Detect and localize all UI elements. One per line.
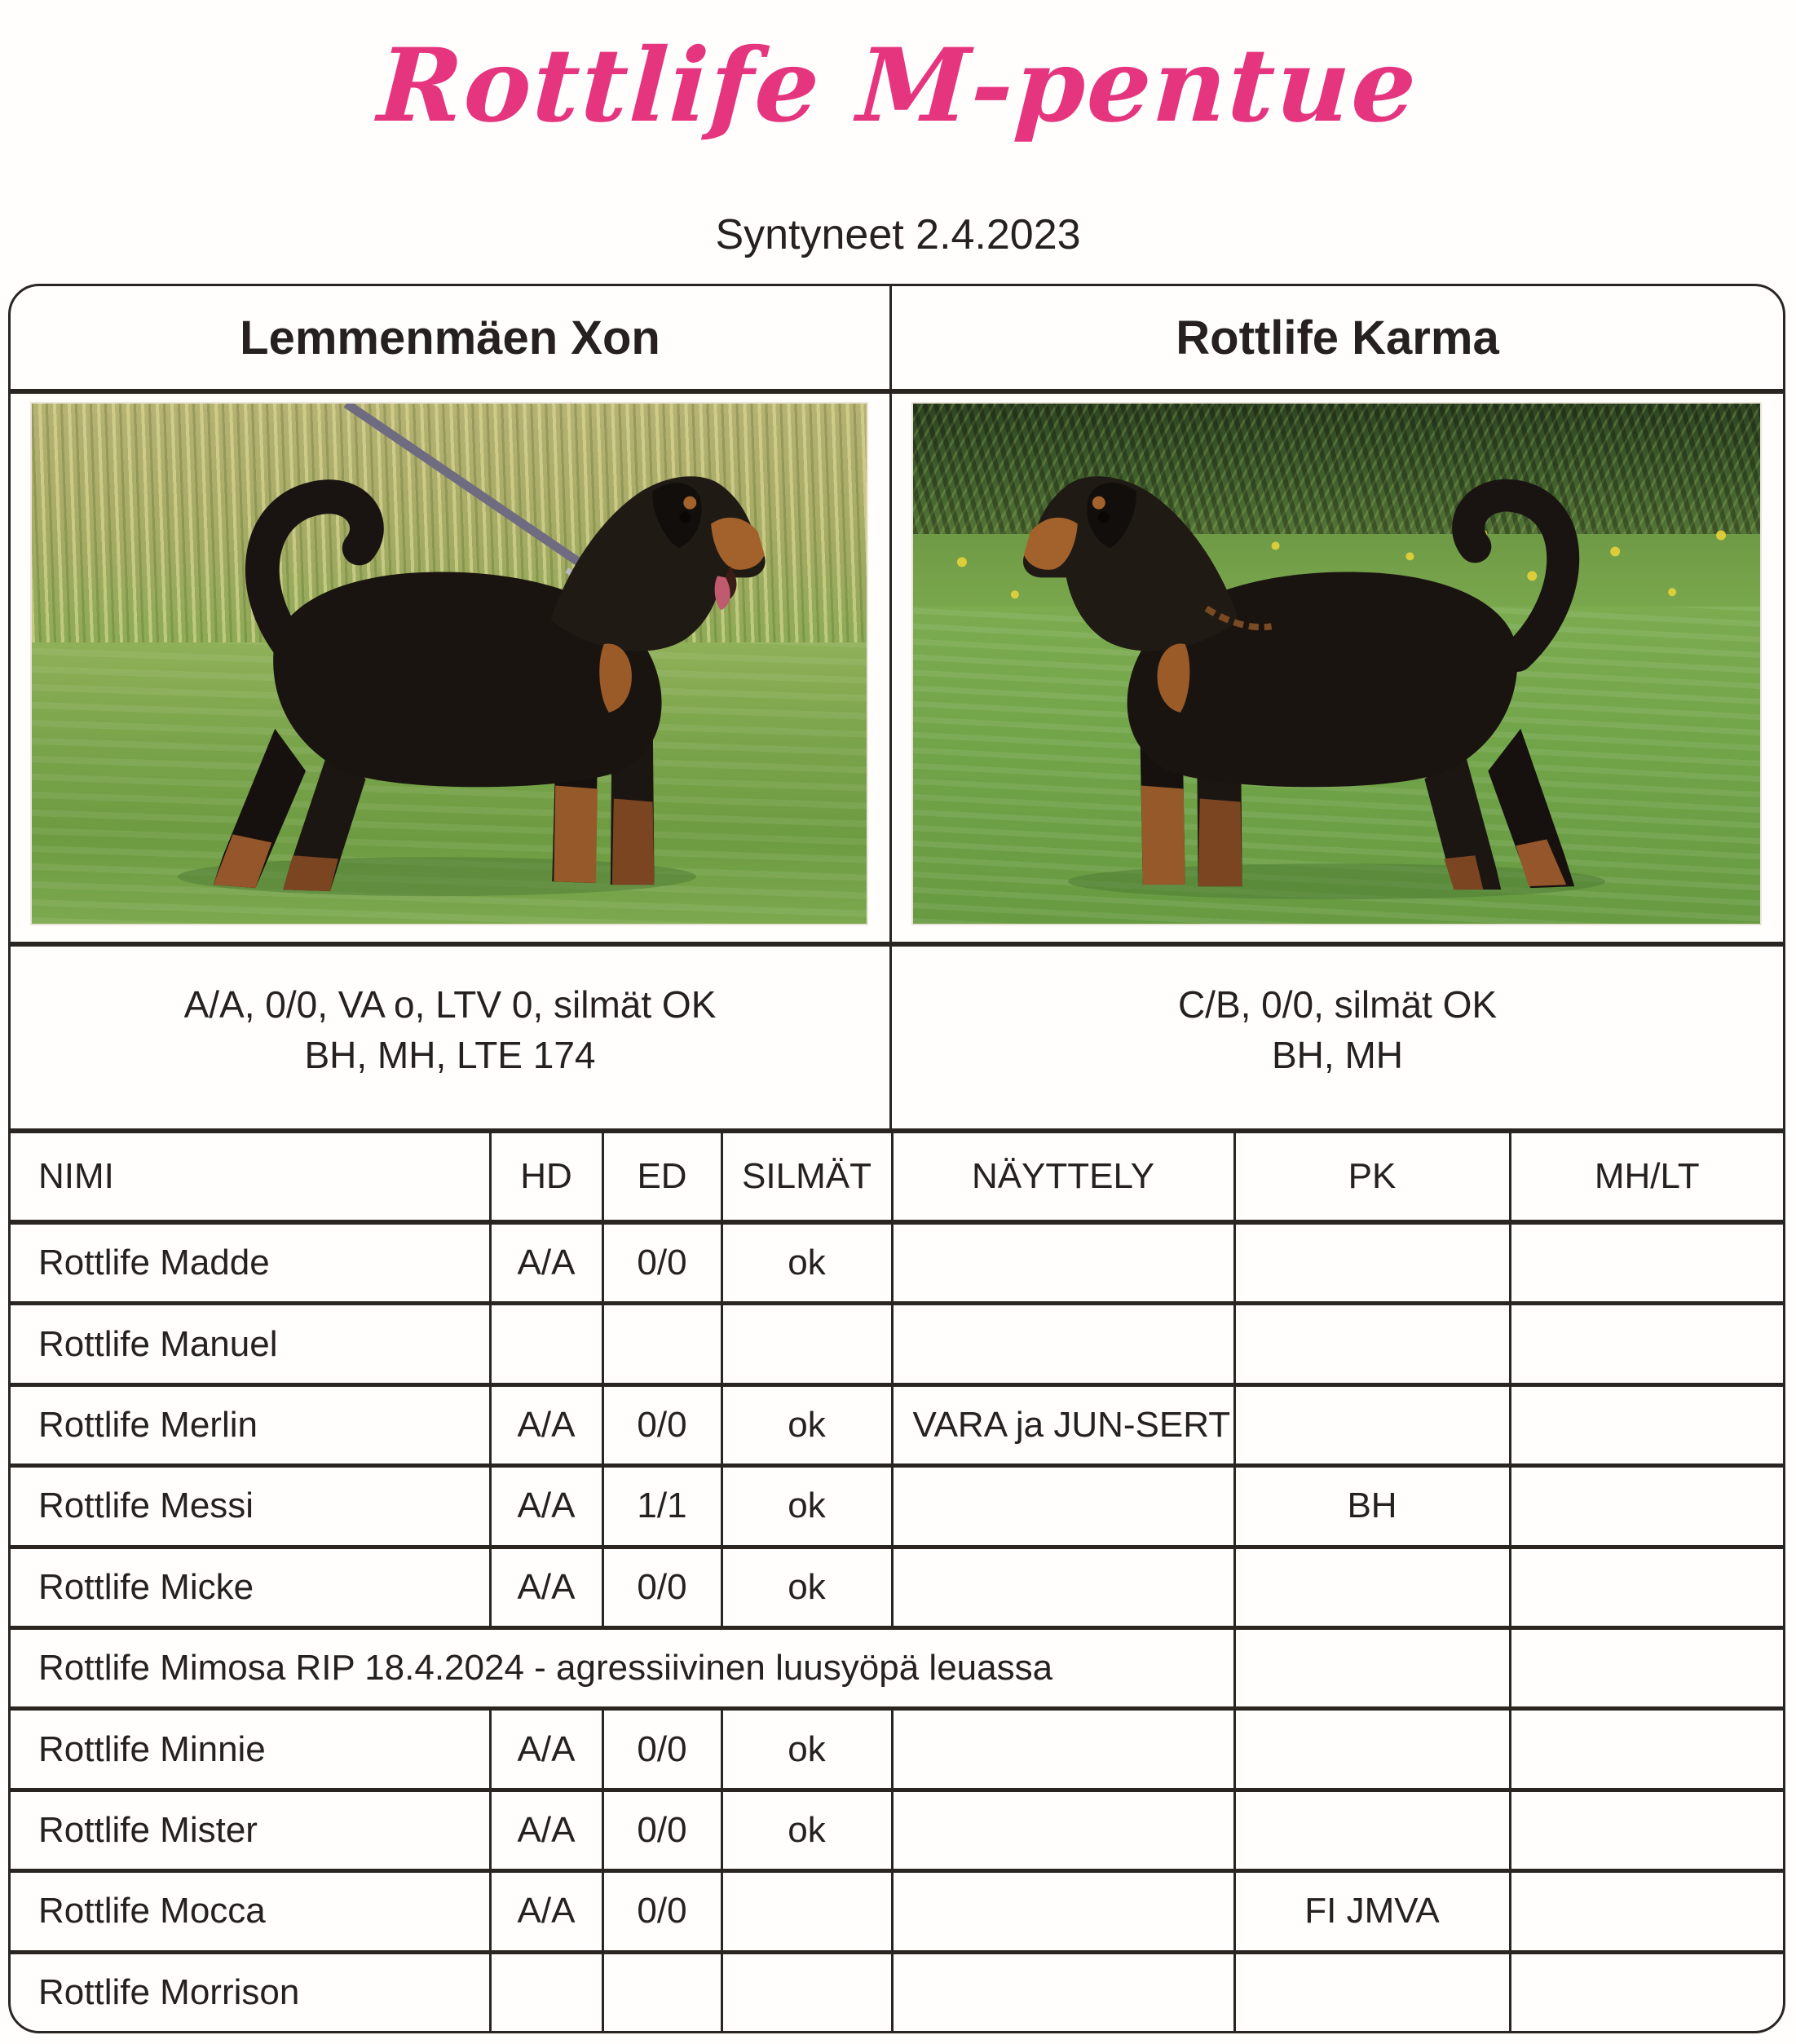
table-row-memorial <box>11 1627 1783 1708</box>
table-header-row <box>11 1133 1783 1222</box>
pk-value <box>1234 1384 1510 1465</box>
ed-value: 1/1 <box>602 1466 721 1547</box>
mhlt-value <box>1510 1952 1783 2031</box>
silmat-value <box>721 1871 892 1952</box>
nayttely-value <box>892 1547 1234 1627</box>
sire-name: Lemmenmäen Xon <box>11 286 892 389</box>
pk-value <box>1234 1709 1510 1790</box>
parent-names-row <box>11 286 1783 394</box>
pedigree-card <box>8 284 1785 2033</box>
pk-value <box>1234 1547 1510 1627</box>
ed-value: 0/0 <box>602 1547 721 1627</box>
pk-value: FI JMVA <box>1234 1871 1510 1952</box>
silmat-value: ok <box>721 1222 892 1304</box>
nayttely-value <box>892 1871 1234 1952</box>
hd-value: A/A <box>490 1466 602 1547</box>
pk-value: BH <box>1234 1466 1510 1547</box>
table-row <box>11 1871 1783 1952</box>
silmat-value: ok <box>721 1547 892 1627</box>
mhlt-value <box>1510 1384 1783 1465</box>
silmat-value: ok <box>721 1466 892 1547</box>
table-row <box>11 1547 1783 1627</box>
nayttely-value <box>892 1466 1234 1547</box>
mhlt-value <box>1510 1709 1783 1790</box>
table-row <box>11 1222 1783 1304</box>
hd-value: A/A <box>490 1790 602 1870</box>
puppy-name: Rottlife Madde <box>38 1243 270 1283</box>
ed-value: 0/0 <box>602 1384 721 1465</box>
sire-rottweiler-illustration <box>32 404 867 924</box>
col-header-ed: ED <box>602 1133 721 1222</box>
dam-rottweiler-illustration <box>913 404 1760 924</box>
birth-date-subtitle: Syntyneet 2.4.2023 <box>715 211 1081 258</box>
parent-health-row <box>11 947 1783 1133</box>
silmat-value: ok <box>721 1790 892 1870</box>
silmat-value <box>721 1304 892 1384</box>
table-row <box>11 1304 1783 1384</box>
nayttely-value <box>892 1790 1234 1870</box>
nayttely-value <box>892 1222 1234 1304</box>
pk-value <box>1234 1304 1510 1384</box>
hd-value: A/A <box>490 1547 602 1627</box>
hd-value: A/A <box>490 1222 602 1304</box>
ed-value <box>602 1304 721 1384</box>
ed-value: 0/0 <box>602 1871 721 1952</box>
mhlt-value <box>1510 1547 1783 1627</box>
mhlt-value <box>1510 1222 1783 1304</box>
hd-value <box>490 1952 602 2031</box>
puppy-name: Rottlife Manuel <box>38 1323 278 1364</box>
puppy-name: Rottlife Minnie <box>38 1728 266 1769</box>
sire-health-line1: A/A, 0/0, VA o, LTV 0, silmät OK <box>183 983 717 1026</box>
hd-value: A/A <box>490 1709 602 1790</box>
puppy-name-memorial-note: Rottlife Mimosa RIP 18.4.2024 - agressiivinen luusyöpä leuassa <box>38 1648 1053 1689</box>
dam-health-line1: C/B, 0/0, silmät OK <box>1177 983 1498 1026</box>
ed-value: 0/0 <box>602 1790 721 1870</box>
hd-value <box>490 1304 602 1384</box>
hd-value: A/A <box>490 1384 602 1465</box>
table-row <box>11 1790 1783 1870</box>
col-header-silmat: SILMÄT <box>721 1133 892 1222</box>
dam-photo <box>911 402 1762 925</box>
puppy-name: Rottlife Mocca <box>38 1891 266 1931</box>
mhlt-value <box>1510 1790 1783 1870</box>
mhlt-value <box>1510 1627 1783 1708</box>
dam-name: Rottlife Karma <box>1176 311 1499 364</box>
sire-health-line2: BH, MH, LTE 174 <box>304 1034 596 1076</box>
nayttely-value <box>892 1709 1234 1790</box>
silmat-value: ok <box>721 1709 892 1790</box>
pk-value <box>1234 1952 1510 2031</box>
mhlt-value <box>1510 1871 1783 1952</box>
silmat-value <box>721 1952 892 2031</box>
table-row <box>11 1952 1783 2031</box>
mhlt-value <box>1510 1466 1783 1547</box>
parent-photos-row <box>11 394 1783 947</box>
sire-photo <box>30 402 868 925</box>
puppy-name: Rottlife Messi <box>38 1486 254 1526</box>
col-header-nimi: NIMI <box>38 1156 114 1196</box>
puppy-name: Rottlife Micke <box>38 1566 254 1607</box>
pk-value <box>1234 1790 1510 1870</box>
puppy-name: Rottlife Mister <box>38 1809 258 1850</box>
col-header-mhlt: MH/LT <box>1510 1133 1783 1222</box>
sire-health <box>11 947 892 1128</box>
nayttely-value <box>892 1304 1234 1384</box>
col-header-nayttely: NÄYTTELY <box>892 1133 1234 1222</box>
puppy-name: Rottlife Merlin <box>38 1404 258 1445</box>
table-row <box>11 1384 1783 1465</box>
pk-value <box>1234 1627 1510 1708</box>
col-header-hd: HD <box>490 1133 602 1222</box>
dam-health-line2: BH, MH <box>1272 1034 1403 1076</box>
ed-value: 0/0 <box>602 1222 721 1304</box>
ed-value <box>602 1952 721 2031</box>
puppy-name: Rottlife Morrison <box>38 1971 300 2012</box>
pk-value <box>1234 1222 1510 1304</box>
nayttely-value <box>892 1952 1234 2031</box>
hd-value: A/A <box>490 1871 602 1952</box>
nayttely-value: VARA ja JUN-SERT <box>892 1384 1234 1465</box>
puppy-results-table <box>11 1133 1783 2031</box>
page-title: Rottlife M-pentue <box>375 27 1421 145</box>
silmat-value: ok <box>721 1384 892 1465</box>
mhlt-value <box>1510 1304 1783 1384</box>
dam-health <box>892 947 1783 1128</box>
col-header-pk: PK <box>1234 1133 1510 1222</box>
table-row <box>11 1466 1783 1547</box>
ed-value: 0/0 <box>602 1709 721 1790</box>
table-row <box>11 1709 1783 1790</box>
